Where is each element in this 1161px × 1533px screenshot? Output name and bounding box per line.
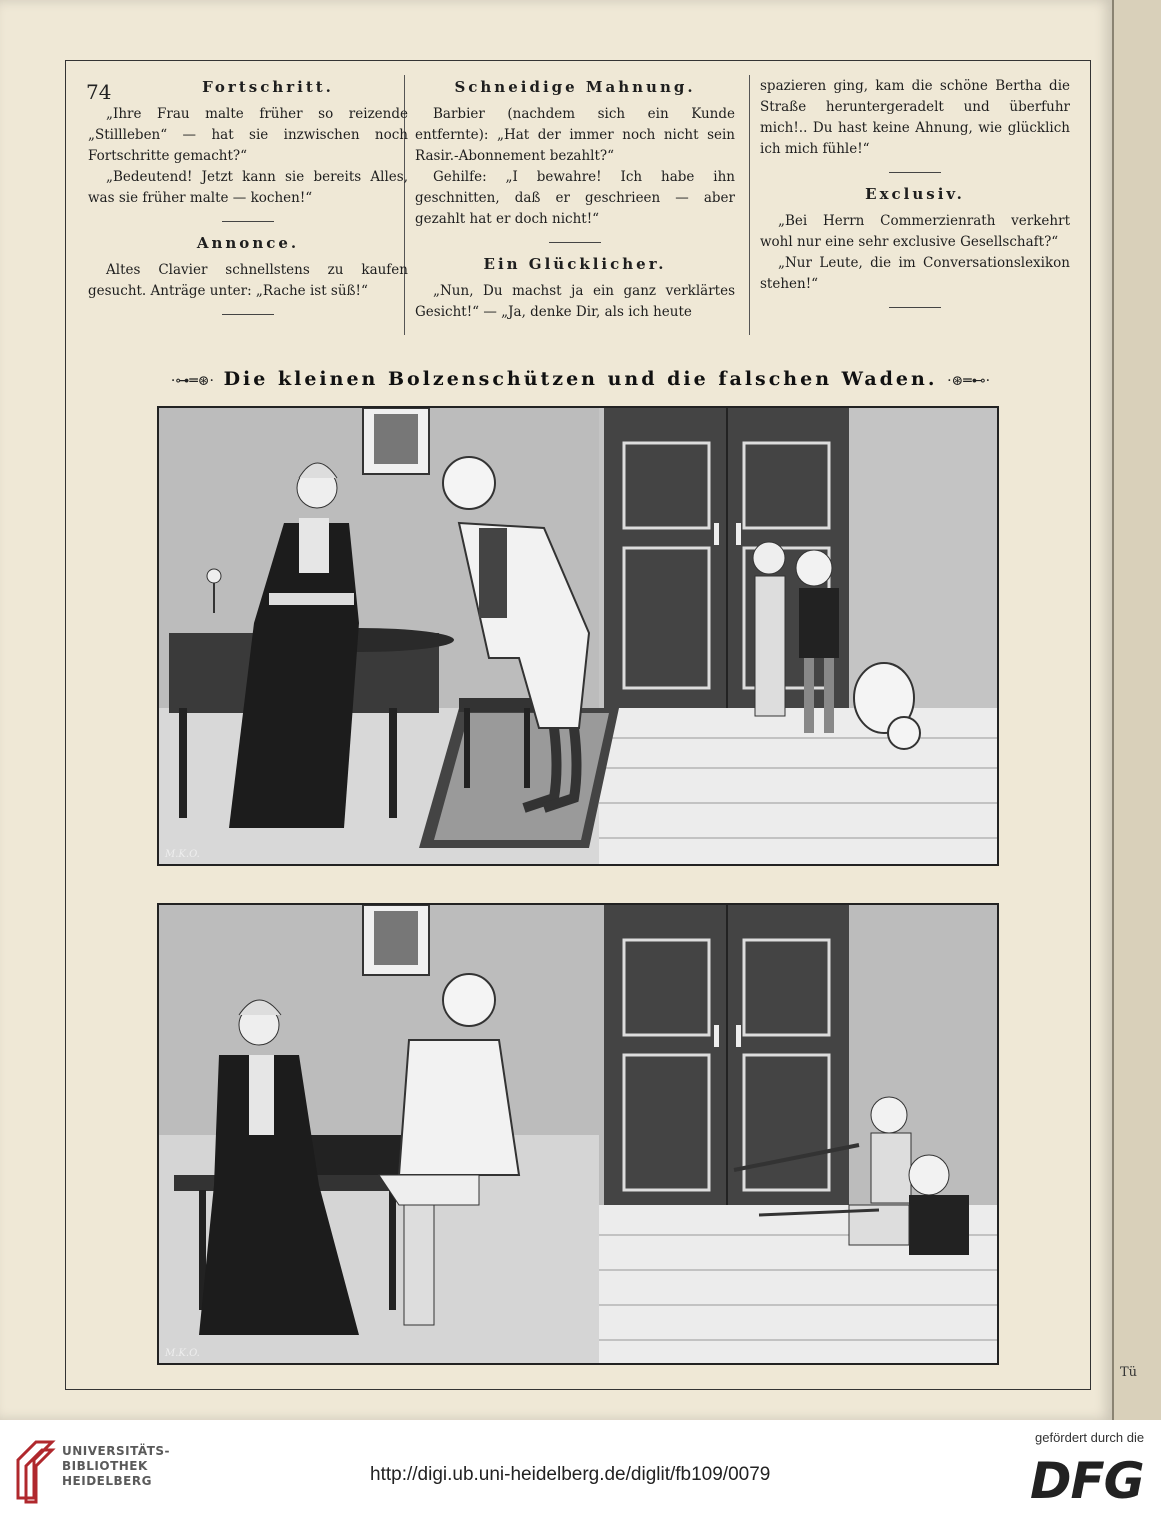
paragraph: „Nur Leute, die im Conversationslexikon stehen!“ <box>760 255 1070 292</box>
cartoon-panel-standing <box>157 406 999 866</box>
paragraph: Barbier (nachdem sich ein Kunde entfernte): „Hat der immer noch nicht sein Rasir.-Abonnement bezahlt?“ <box>415 106 735 164</box>
separator <box>222 314 274 315</box>
funded-by-label: gefördert durch die <box>1035 1430 1145 1445</box>
cartoon-illustration-1 <box>159 408 997 864</box>
heading-fortschritt: Fortschritt. <box>202 78 334 96</box>
heading-ein-gluecklicher: Ein Glücklicher. <box>483 255 667 273</box>
separator <box>889 172 941 173</box>
separator <box>222 221 274 222</box>
separator <box>549 242 601 243</box>
paragraph: „Bedeutend! Jetzt kann sie bereits Alles, was sie früher malte — kochen!“ <box>88 169 408 206</box>
library-name: HEIDELBERG <box>62 1474 152 1488</box>
page-number: 74 <box>86 80 112 104</box>
cartoon-illustration-2 <box>159 905 997 1363</box>
cartoon-title <box>0 368 1161 390</box>
paragraph: Gehilfe: „I bewahre! Ich habe ihn geschnitten, daß er geschrieen — aber gezahlt hat er doch nicht!“ <box>415 169 735 227</box>
cartoon-panel-seated <box>157 903 999 1365</box>
text-column-3 <box>760 70 1070 320</box>
separator <box>889 307 941 308</box>
ornament-right: ·⊛═⊷· <box>947 373 991 389</box>
viewer-footer <box>0 1420 1161 1533</box>
dfg-logo: DFG <box>1030 1452 1144 1510</box>
paragraph: spazieren ging, kam die schöne Bertha die Straße heruntergeradelt und überfuhr mich!.. Du hast keine Ahnung, wie glücklich ich mich fühle!“ <box>760 78 1070 157</box>
column-divider <box>749 75 750 335</box>
adjacent-page-text: Tü <box>1120 1365 1138 1380</box>
cartoon-title-text: Die kleinen Bolzenschützen und die falschen Waden. <box>223 368 938 390</box>
library-name: BIBLIOTHEK <box>62 1459 148 1473</box>
text-column-2 <box>415 70 735 323</box>
paragraph: „Ihre Frau malte früher so reizende „Stillleben“ — hat sie inzwischen noch Fortschritte gemacht?“ <box>88 106 408 164</box>
text-column-1 <box>88 70 408 327</box>
library-name: UNIVERSITÄTS- <box>62 1444 171 1458</box>
artist-signature: M.K.O. <box>165 1348 200 1359</box>
adjacent-page-edge <box>1112 0 1161 1420</box>
paragraph: „Bei Herrn Commerzienrath verkehrt wohl nur eine sehr exclusive Gesellschaft?“ <box>760 213 1070 250</box>
heading-annonce: Annonce. <box>196 234 300 252</box>
artist-signature: M.K.O. <box>165 849 200 860</box>
paragraph: Altes Clavier schnellstens zu kaufen gesucht. Anträge unter: „Rache ist süß!“ <box>88 262 408 299</box>
permalink-url[interactable]: http://digi.ub.uni-heidelberg.de/diglit/fb109/0079 <box>370 1464 771 1485</box>
ornament-left: ·⊶═⊛· <box>170 373 214 389</box>
heading-exclusiv: Exclusiv. <box>865 185 965 203</box>
paragraph: „Nun, Du machst ja ein ganz verklärtes Gesicht!“ — „Ja, denke Dir, als ich heute <box>415 283 735 320</box>
heading-schneidige-mahnung: Schneidige Mahnung. <box>454 78 696 96</box>
library-logo-icon <box>14 1438 56 1508</box>
